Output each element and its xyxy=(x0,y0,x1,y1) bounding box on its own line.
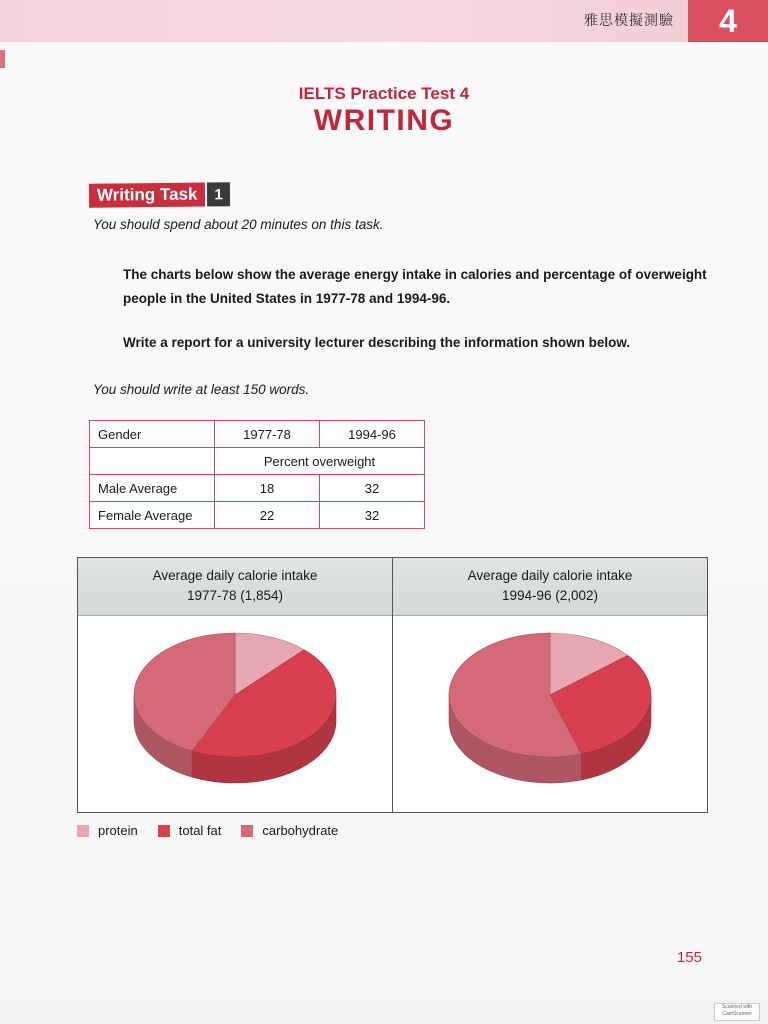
table-header-col1: 1977-78 xyxy=(215,421,320,448)
pie-chart-1977 xyxy=(78,617,392,811)
task-badge xyxy=(89,182,230,207)
chart-panel-1994 xyxy=(392,558,707,812)
scanner-watermark: Scanned with CamScanner xyxy=(714,1003,760,1021)
table-header-gender: Gender xyxy=(90,421,215,448)
row-label: Female Average xyxy=(90,502,215,529)
task-description: The charts below show the average energy intake in calories and percentage of overweight people in the United States in 1977-78 and 1994-96. xyxy=(123,267,707,306)
legend-swatch xyxy=(158,825,170,837)
row-value: 22 xyxy=(215,502,320,529)
section-title: WRITING xyxy=(313,104,455,137)
row-label: Male Average xyxy=(90,475,215,502)
chart-header xyxy=(78,558,392,616)
table-row xyxy=(90,448,425,475)
task-label: Writing Task xyxy=(89,183,206,208)
row-value: 32 xyxy=(320,502,425,529)
row-value: 32 xyxy=(320,475,425,502)
test-title: IELTS Practice Test 4 xyxy=(298,84,470,103)
table-row xyxy=(90,502,425,529)
chart-legend xyxy=(77,823,358,838)
table-row xyxy=(90,421,425,448)
table-row xyxy=(90,475,425,502)
task-instruction: Write a report for a university lecturer describing the information shown below. xyxy=(123,335,631,350)
chart-header xyxy=(393,558,707,616)
table-subheader: Percent overweight xyxy=(215,448,425,475)
page-number: 155 xyxy=(676,949,702,966)
legend-label: carbohydrate xyxy=(262,823,339,838)
book-title: 雅思模擬測驗 xyxy=(584,13,674,29)
chart-title: Average daily calorie intake xyxy=(152,568,318,583)
legend-swatch xyxy=(241,825,253,837)
legend-item-carbohydrate xyxy=(241,823,338,838)
legend-label: total fat xyxy=(178,823,222,838)
legend-label: protein xyxy=(98,823,138,838)
chart-subtitle: 1977-78 (1,854) xyxy=(186,588,284,603)
table-header-col2: 1994-96 xyxy=(320,421,425,448)
legend-item-protein xyxy=(77,823,138,838)
chapter-number: 4 xyxy=(688,0,768,42)
overweight-table xyxy=(89,420,425,529)
task-number: 1 xyxy=(205,182,230,206)
page-edge-tab xyxy=(0,50,5,68)
table-empty-cell xyxy=(90,448,215,475)
time-note: You should spend about 20 minutes on this task. xyxy=(93,217,384,232)
chart-subtitle: 1994-96 (2,002) xyxy=(501,588,599,603)
chart-title: Average daily calorie intake xyxy=(467,568,633,583)
row-value: 18 xyxy=(215,475,320,502)
pie-chart-1994 xyxy=(393,617,707,811)
word-note: You should write at least 150 words. xyxy=(93,382,310,397)
legend-item-total-fat xyxy=(158,823,222,838)
pie-charts-box xyxy=(77,557,708,813)
legend-swatch xyxy=(77,825,89,837)
chart-panel-1977 xyxy=(78,558,392,812)
